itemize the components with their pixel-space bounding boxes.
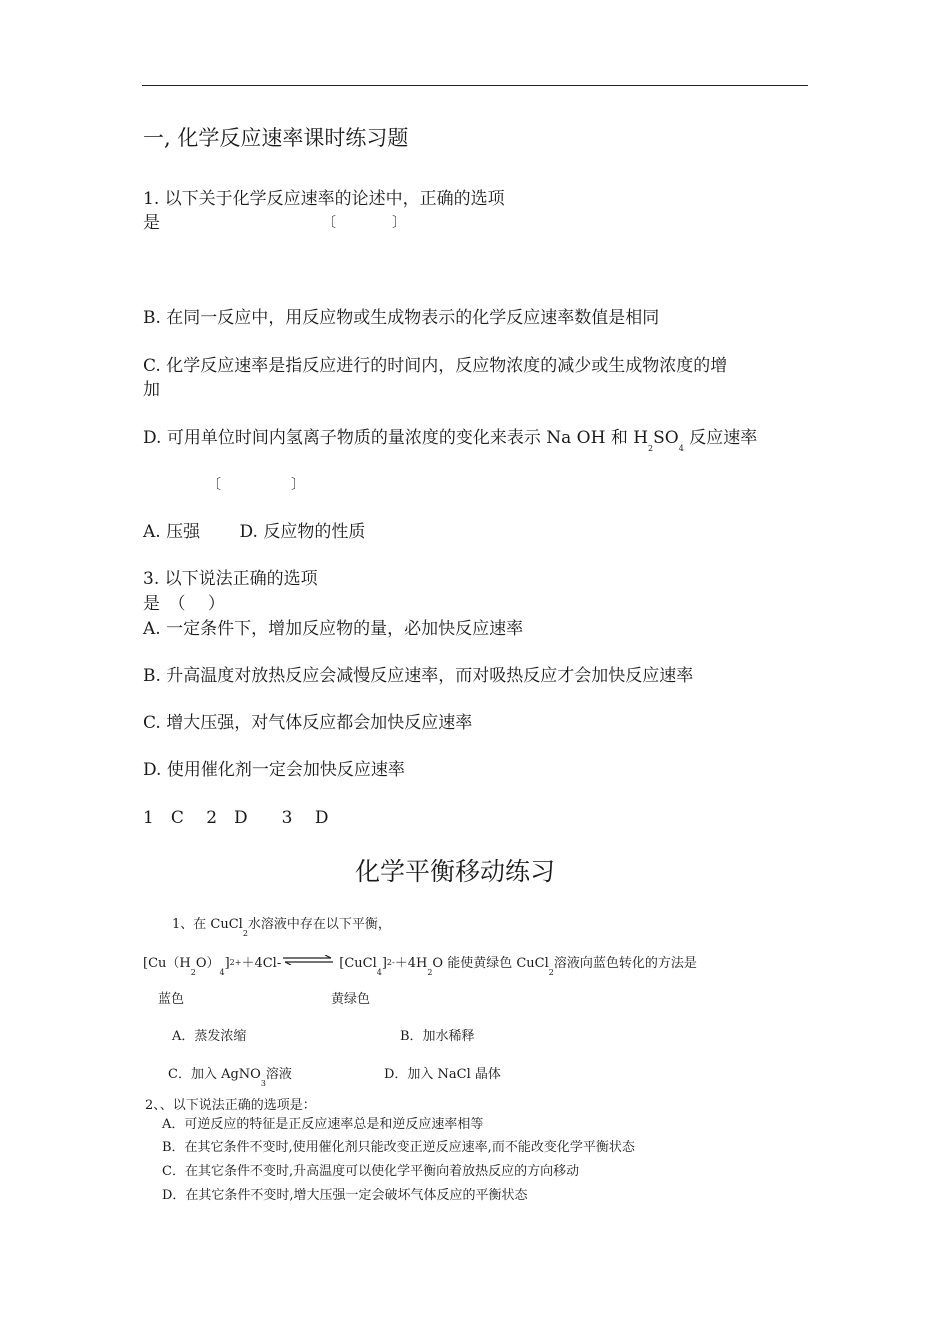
s2-q2-option-c: C．在其它条件不变时,升高温度可以使化学平衡向着放热反应的方向移动 xyxy=(162,1164,580,1179)
s2-q1-option-d: D．加入 NaCl 晶体 xyxy=(384,1067,501,1082)
q1-option-c-line2: 加 xyxy=(143,380,160,400)
section1-title: 一, 化学反应速率课时练习题 xyxy=(143,126,409,150)
q1-stem-line1: 1. 以下关于化学反应速率的论述中，正确的选项 xyxy=(143,189,505,209)
s2-q2-stem: 2、、以下说法正确的选项是： xyxy=(145,1098,316,1113)
s2-q2-option-d: D．在其它条件不变时,增大压强一定会破坏气体反应的平衡状态 xyxy=(162,1188,528,1203)
s2-q1-stem: 1、在 CuCl$_2$水溶液中存在以下平衡， xyxy=(172,917,391,938)
q3-option-c: C. 增大压强，对气体反应都会加快反应速率 xyxy=(143,713,473,733)
s2-q1-equation: $[Cu(H_2O)_4]^{2+}+4Cl-$ $[CuCl_4]^{2-}+4H_2O$ 能使黄绿色 CuCl$_2$溶液向蓝色转化的方法是 xyxy=(143,956,697,977)
equilibrium-arrow-icon xyxy=(283,955,333,965)
s2-q1-option-b: B．加水稀释 xyxy=(400,1029,475,1044)
q3-option-b: B. 升高温度对放热反应会减慢反应速率，而对吸热反应才会加快反应速率 xyxy=(143,666,694,686)
q1-answer-paren: 〔 〕 xyxy=(322,215,406,231)
q3-option-d: D. 使用催化剂一定会加快反应速率 xyxy=(143,760,405,780)
s2-q2-option-b: B．在其它条件不变时,使用催化剂只能改变正逆反应速率,而不能改变化学平衡状态 xyxy=(162,1140,635,1155)
q3-option-a: A. 一定条件下，增加反应物的量，必加快反应速率 xyxy=(143,619,524,639)
answer-key: 1 C 2 D 3 D xyxy=(143,808,329,828)
s2-q1-option-c: C．加入 AgNO$_3$溶液 xyxy=(168,1067,292,1088)
header-rule xyxy=(142,85,808,86)
q2-answer-paren: 〔 〕 xyxy=(207,477,305,493)
s2-q2-option-a: A．可逆反应的特征是正反应速率总是和逆反应速率相等 xyxy=(162,1117,484,1132)
s2-q1-color-left: 蓝色 xyxy=(158,992,185,1007)
s2-q1-option-a: A．蒸发浓缩 xyxy=(172,1029,247,1044)
q1-option-c-line1: C. 化学反应速率是指反应进行的时间内，反应物浓度的减少或生成物浓度的增 xyxy=(143,356,728,376)
q2-options: A. 压强 D. 反应物的性质 xyxy=(143,522,366,542)
q3-stem-line2: 是 （ ） xyxy=(143,594,225,614)
s2-q1-color-right: 黄绿色 xyxy=(331,992,371,1007)
q1-option-b: B. 在同一反应中，用反应物或生成物表示的化学反应速率数值是相同 xyxy=(143,308,660,328)
q3-stem-line1: 3. 以下说法正确的选项 xyxy=(143,569,318,589)
q1-stem-line2: 是 xyxy=(143,213,160,233)
q1-option-d: D. 可用单位时间内氢离子物质的量浓度的变化来表示 Na OH 和 $H_2SO_4$ 反应速率 xyxy=(143,428,758,453)
section2-title: 化学平衡移动练习 xyxy=(355,857,556,886)
